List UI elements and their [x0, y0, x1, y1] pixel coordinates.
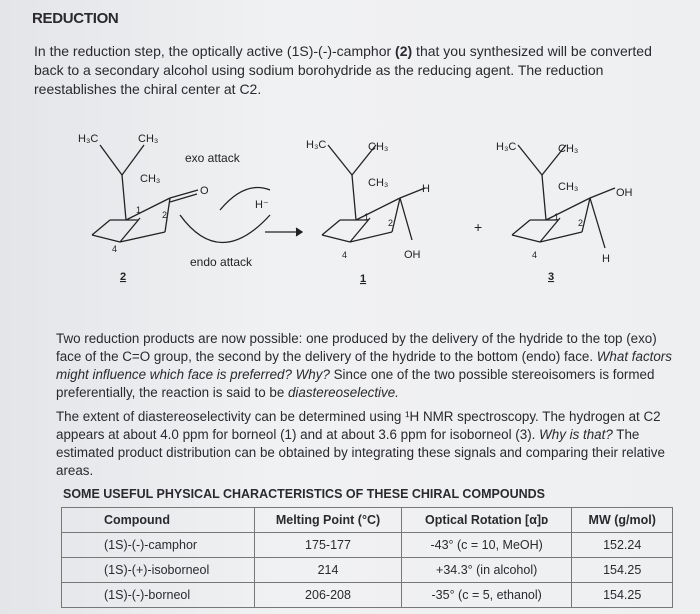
c4-label: 4	[112, 244, 118, 254]
para3-text-2: The estimated product distribution can be obtained by integrating these signals and comparing their relative areas.	[56, 427, 665, 478]
hydroxyl-label: OH	[616, 187, 633, 199]
ch3-label: CH₃	[140, 173, 161, 185]
para3-text-1: The extent of diastereoselectivity can be determined using ¹H NMR spectroscopy. The hydrogen at C2 appears at about 4.0 ppm for borneol (1) and at about 3.6 ppm for isoborneol (3).	[56, 409, 661, 442]
c1-label: 1	[554, 212, 560, 222]
intro-compound-ref: (2)	[395, 43, 413, 59]
intro-paragraph	[34, 42, 674, 99]
c1-label: 1	[136, 205, 142, 215]
cell-melting-point: 214	[255, 558, 402, 583]
endo-attack-label: endo attack	[190, 255, 253, 269]
ch3-label: CH₃	[558, 143, 579, 155]
cell-mw: 154.25	[572, 558, 673, 583]
cell-optical-rotation: -35° (c = 5, ethanol)	[401, 583, 572, 608]
ch3-label: CH₃	[558, 181, 579, 193]
cell-mw: 152.24	[572, 533, 673, 558]
intro-text-1: In the reduction step, the optically active (1S)-(-)-camphor	[34, 43, 396, 59]
c2-label: 2	[162, 210, 168, 220]
header-mw: MW (g/mol)	[572, 508, 673, 533]
h3c-label: H₃C	[78, 133, 99, 145]
cell-optical-rotation: -43° (c = 10, MeOH)	[401, 533, 572, 558]
header-melting-point: Melting Point (°C)	[255, 508, 402, 533]
h3c-label: H₃C	[306, 139, 327, 151]
para2-text-1: Two reduction products are now possible: one produced by the delivery of the hydride to the top (exo) face of the C=O group, the second by the delivery of the hydride to the bottom (endo) face.	[56, 331, 657, 364]
h3c-label: H₃C	[496, 141, 517, 153]
hydride-label: H⁻	[255, 199, 269, 211]
cell-optical-rotation: +34.3° (in alcohol)	[401, 558, 572, 583]
compound-number-2: 2	[120, 271, 127, 283]
c1-label: 1	[364, 212, 370, 222]
cell-compound: (1S)-(-)-borneol	[62, 583, 255, 608]
table-header-row	[62, 508, 673, 533]
para2-term: diastereoselective.	[287, 385, 399, 400]
table-row	[62, 558, 673, 583]
oxygen-label: O	[200, 185, 209, 197]
cell-melting-point: 175-177	[255, 533, 402, 558]
header-compound: Compound	[62, 508, 255, 533]
nmr-paragraph	[56, 408, 681, 480]
table-row	[62, 533, 673, 558]
header-optical-rotation: Optical Rotation [α]ᴅ	[401, 508, 572, 533]
compound-number-1: 1	[360, 273, 367, 285]
ch3-label: CH₃	[368, 141, 389, 153]
cell-mw: 154.25	[572, 583, 673, 608]
ch3-label: CH₃	[138, 133, 159, 145]
intro-text-2: that you synthesized will be converted back to a secondary alcohol using sodium borohydride as the reducing agent. The reduction reestablishes the chiral center at C2.	[34, 43, 652, 97]
c2-label: 2	[578, 218, 584, 228]
cell-compound: (1S)-(-)-camphor	[62, 533, 255, 558]
hydrogen-label: H	[422, 183, 430, 195]
para2-question: What factors might influence which face is preferred? Why?	[56, 349, 672, 382]
section-title: REDUCTION	[32, 10, 119, 27]
para2-text-2: Since one of the two possible stereoisomers is formed preferentially, the reaction is said to be	[56, 367, 655, 400]
ch3-label: CH₃	[368, 177, 389, 189]
exo-attack-label: exo attack	[185, 151, 240, 165]
properties-table	[61, 507, 673, 608]
cell-melting-point: 206-208	[255, 583, 402, 608]
plus-sign: +	[474, 219, 483, 235]
para3-question: Why is that?	[539, 427, 613, 442]
c4-label: 4	[532, 250, 538, 260]
reduction-products-paragraph	[56, 330, 681, 402]
reaction-scheme	[70, 120, 670, 300]
compound-number-3: 3	[548, 271, 555, 283]
c4-label: 4	[342, 250, 348, 260]
table-title: SOME USEFUL PHYSICAL CHARACTERISTICS OF THESE CHIRAL COMPOUNDS	[63, 487, 545, 501]
hydrogen-label: H	[602, 253, 610, 265]
cell-compound: (1S)-(+)-isoborneol	[62, 558, 255, 583]
c2-label: 2	[388, 218, 394, 228]
hydroxyl-label: OH	[404, 249, 421, 261]
table-row	[62, 583, 673, 608]
